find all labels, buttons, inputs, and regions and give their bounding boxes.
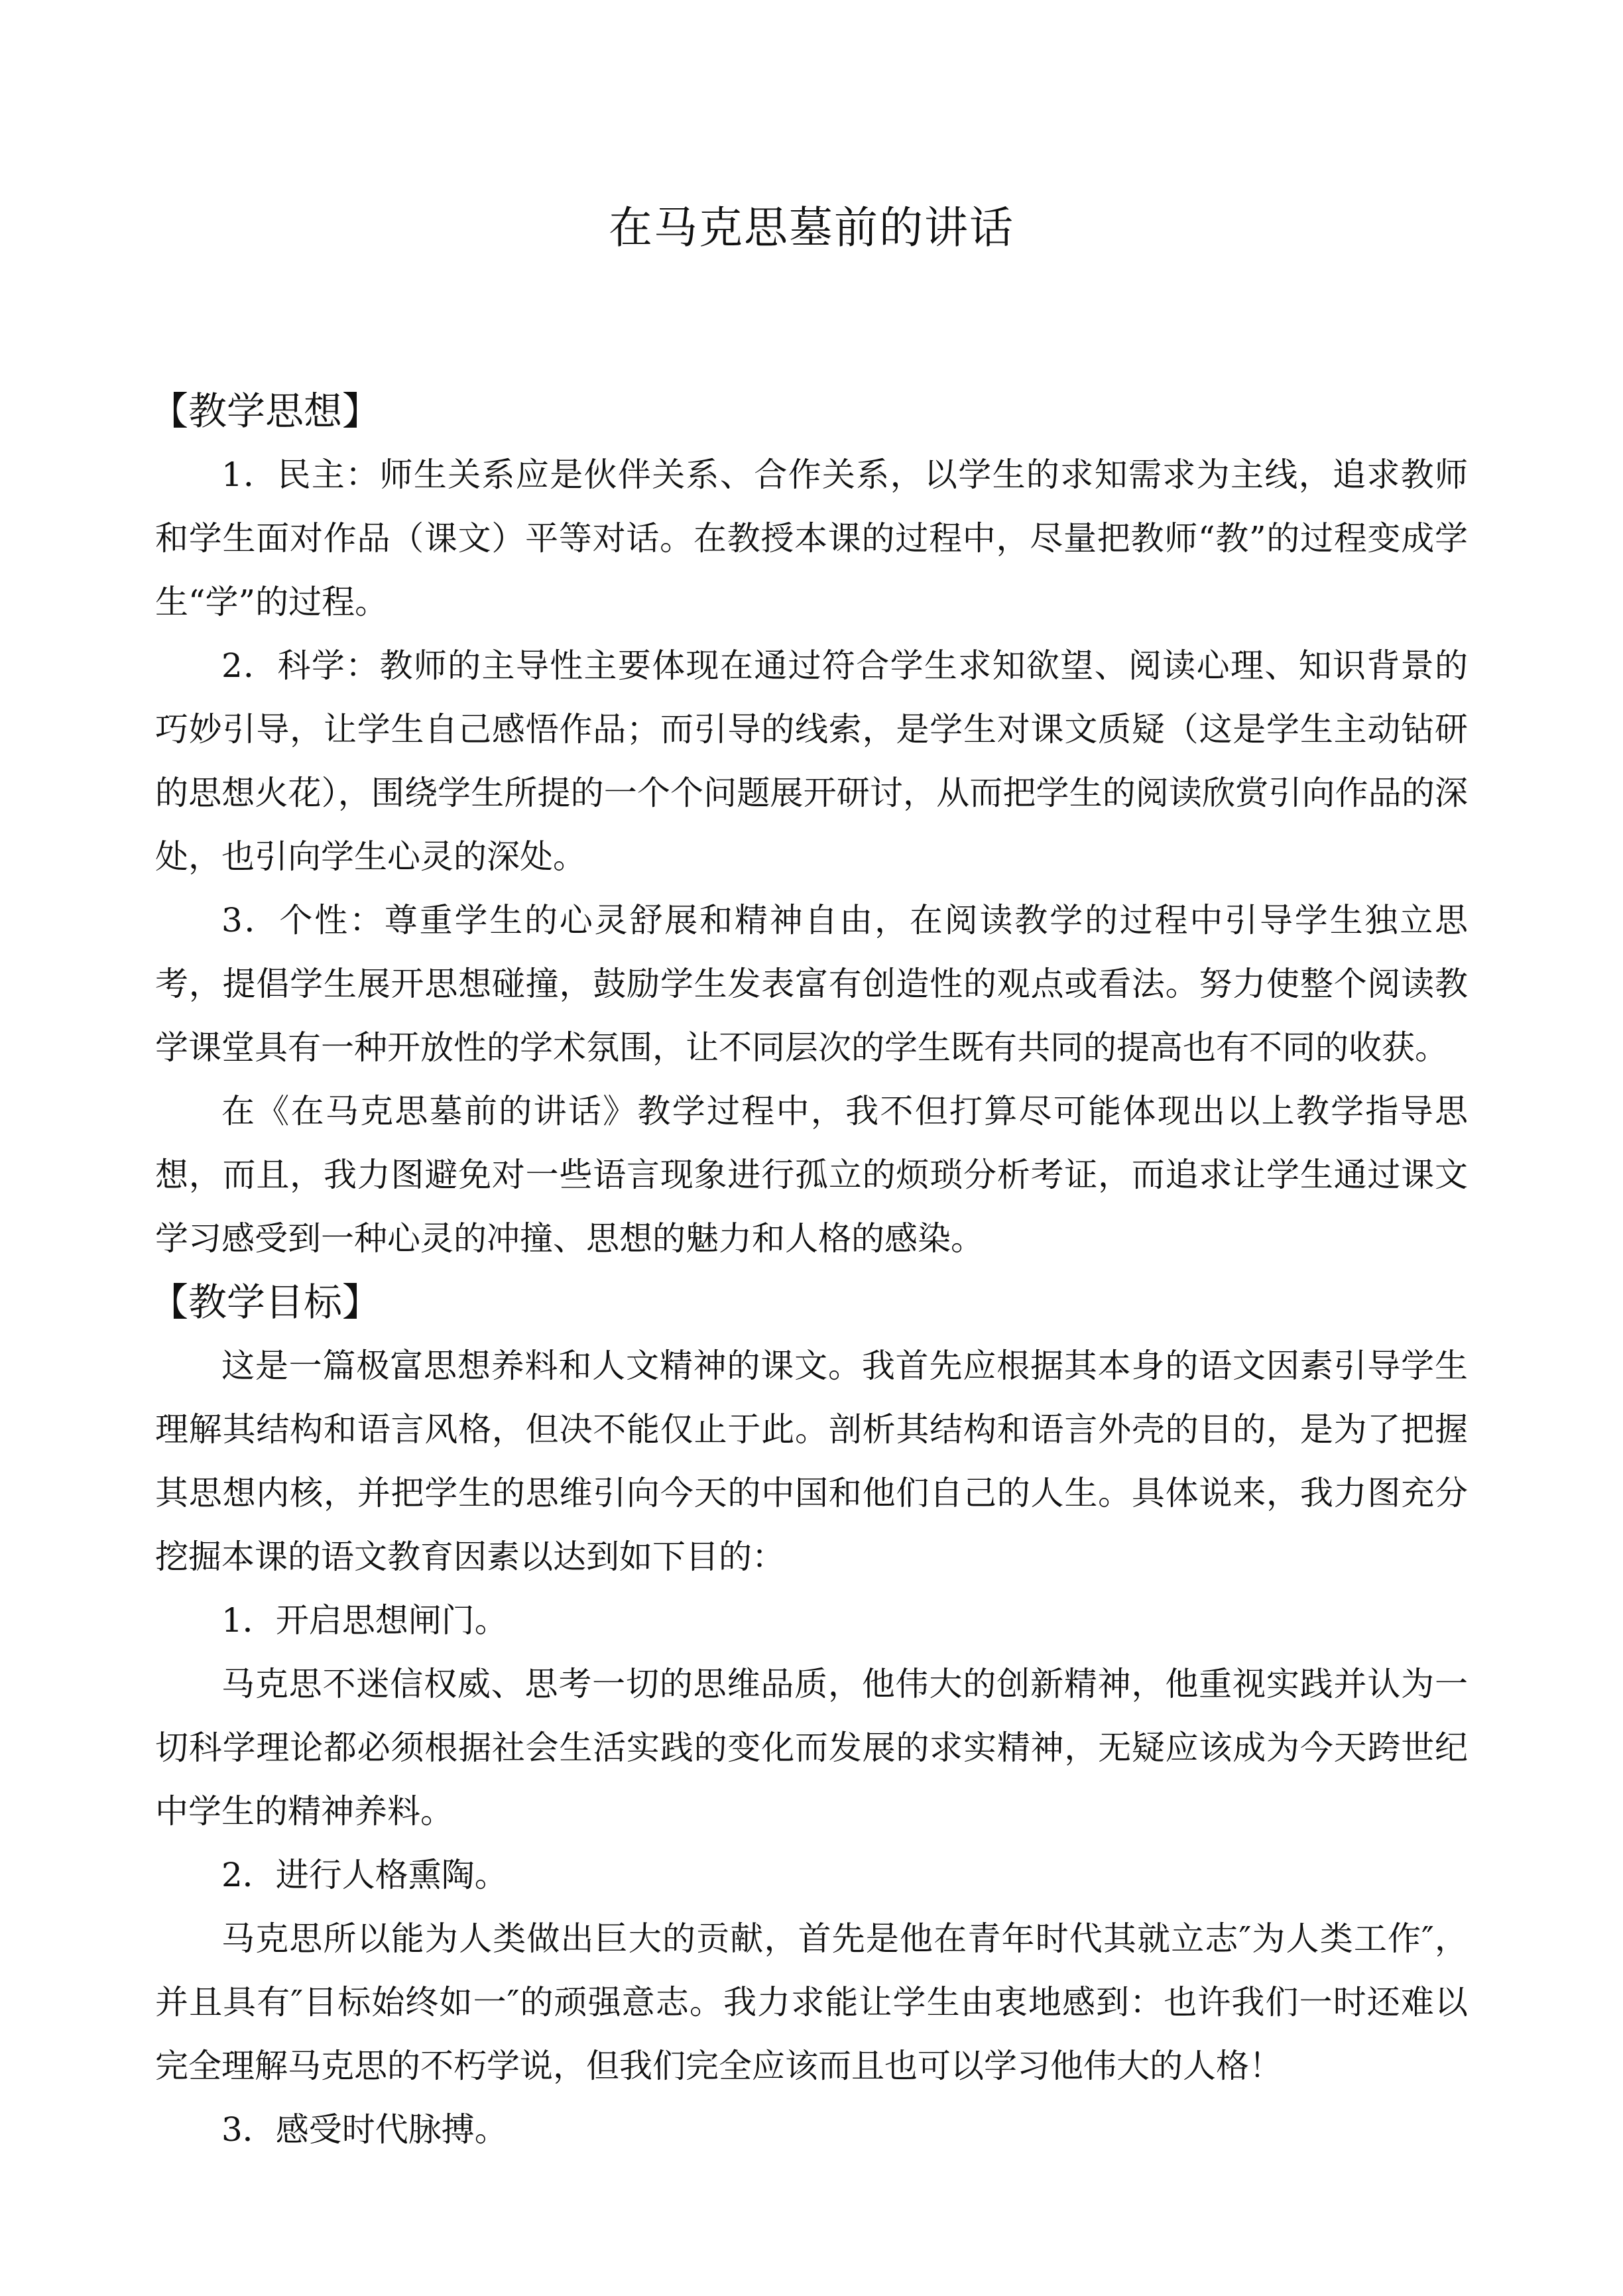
paragraph-teaching-approach: 在《在马克思墓前的讲话》教学过程中，我不但打算尽可能体现出以上教学指导思想，而且，我力图避免对一些语言现象进行孤立的烦琐分析考证，而追求让学生通过课文学习感受到一种心灵的冲撞、思想的魅力和人格的感染。 — [155, 1092, 1468, 1258]
section-heading-teaching-goals: 【教学目标】 — [150, 1280, 381, 1325]
goal-item-3: 3．感受时代脉搏。 — [221, 2110, 508, 2149]
paragraph-individuality: 3．个性：尊重学生的心灵舒展和精神自由，在阅读教学的过程中引导学生独立思考，提倡学生展开思想碰撞，鼓励学生发表富有创造性的观点或看法。努力使整个阅读教学课堂具有一种开放性的学术氛围，让不同层次的学生既有共同的提高也有不同的收获。 — [155, 901, 1468, 1067]
document-body — [150, 379, 1468, 2161]
document-title: 在马克思墓前的讲话 — [609, 202, 1014, 253]
paragraph-democracy: 1．民主：师生关系应是伙伴关系、合作关系，以学生的求知需求为主线，追求教师和学生面对作品（课文）平等对话。在教授本课的过程中，尽量把教师“教”的过程变成学生“学”的过程。 — [155, 455, 1468, 621]
paragraph-goal-2-detail: 马克思所以能为人类做出巨大的贡献，首先是他在青年时代其就立志″为人类工作″，并且具有″目标始终如一″的顽强意志。我力求能让学生由衷地感到：也许我们一时还难以完全理解马克思的不朽学说，但我们完全应该而且也可以学习他伟大的人格！ — [155, 1919, 1468, 2085]
paragraph-goal-1-detail: 马克思不迷信权威、思考一切的思维品质，他伟大的创新精神，他重视实践并认为一切科学理论都必须根据社会生活实践的变化而发展的求实精神，无疑应该成为今天跨世纪中学生的精神养料。 — [155, 1665, 1468, 1831]
paragraph-goals-intro: 这是一篇极富思想养料和人文精神的课文。我首先应根据其本身的语文因素引导学生理解其结构和语言风格，但决不能仅止于此。剖析其结构和语言外壳的目的，是为了把握其思想内核，并把学生的思维引向今天的中国和他们自己的人生。具体说来，我力图充分挖掘本课的语文教育因素以达到如下目的： — [155, 1347, 1468, 1576]
paragraph-science: 2．科学：教师的主导性主要体现在通过符合学生求知欲望、阅读心理、知识背景的巧妙引导，让学生自己感悟作品；而引导的线索，是学生对课文质疑（这是学生主动钻研的思想火花），围绕学生所提的一个个问题展开研讨，从而把学生的阅读欣赏引向作品的深处，也引向学生心灵的深处。 — [155, 646, 1468, 876]
goal-item-2: 2．进行人格熏陶。 — [221, 1856, 508, 1894]
section-heading-teaching-philosophy: 【教学思想】 — [150, 389, 381, 434]
goal-item-1: 1．开启思想闸门。 — [221, 1601, 508, 1640]
